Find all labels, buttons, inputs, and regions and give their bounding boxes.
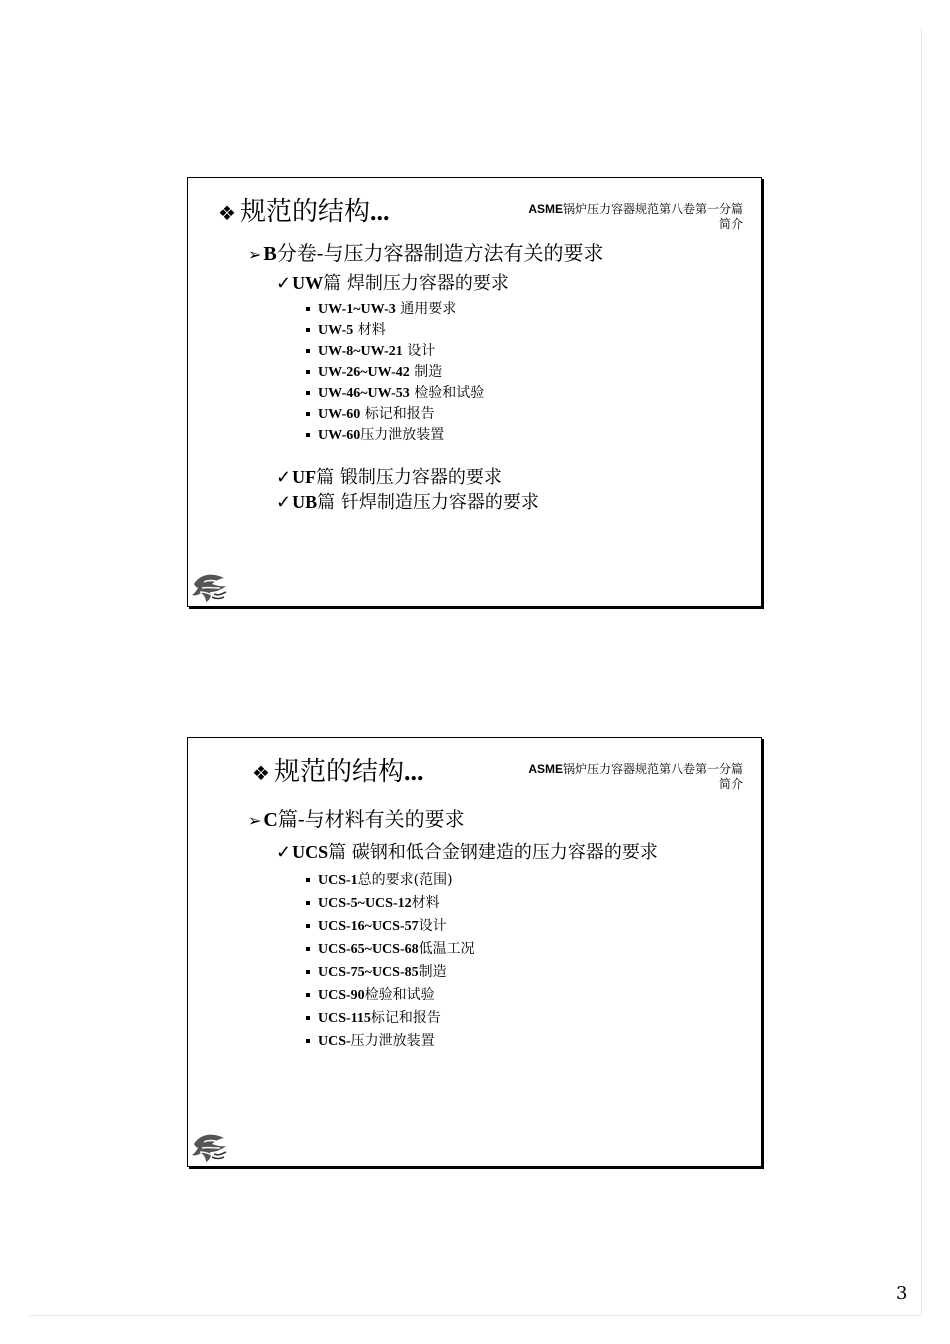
check-icon: ✓	[276, 273, 292, 294]
list-item: UW-60压力泄放装置	[318, 426, 444, 445]
square-bullet-icon	[306, 901, 310, 905]
square-bullet-icon	[306, 349, 310, 353]
subsection-uf: ✓UF篇 锻制压力容器的要求	[276, 467, 502, 488]
list-item: UW-26~UW-42 制造	[318, 363, 442, 382]
square-bullet-icon	[306, 993, 310, 997]
slide-title: ❖ 规范的结构...	[252, 757, 424, 787]
square-bullet-icon	[306, 878, 310, 882]
diamond-bullet-icon: ❖	[252, 761, 270, 785]
square-bullet-icon	[306, 328, 310, 332]
list-item: UW-5 材料	[318, 321, 386, 340]
list-item: UCS-75~UCS-85制造	[318, 963, 447, 982]
square-bullet-icon	[306, 970, 310, 974]
slide-2	[187, 737, 762, 1167]
section-heading: ➢ C篇-与材料有关的要求	[248, 807, 465, 831]
check-icon: ✓	[276, 842, 292, 863]
list-item: UW-8~UW-21 设计	[318, 342, 435, 361]
square-bullet-icon	[306, 1016, 310, 1020]
square-bullet-icon	[306, 947, 310, 951]
arrow-bullet-icon: ➢	[248, 811, 262, 830]
eagle-logo-icon	[190, 1130, 230, 1164]
square-bullet-icon	[306, 412, 310, 416]
list-item: UCS-90检验和试验	[318, 986, 435, 1005]
list-item: UCS-16~UCS-57设计	[318, 917, 447, 936]
square-bullet-icon	[306, 391, 310, 395]
diamond-bullet-icon: ❖	[218, 201, 236, 225]
list-item: UCS-压力泄放装置	[318, 1032, 435, 1051]
list-item: UCS-115标记和报告	[318, 1009, 441, 1028]
subsection-uw: ✓UW篇 焊制压力容器的要求	[276, 273, 509, 294]
list-item: UCS-5~UCS-12材料	[318, 894, 440, 913]
list-item: UW-46~UW-53 检验和试验	[318, 384, 484, 403]
page-edge-bottom	[28, 1315, 922, 1316]
list-item: UW-1~UW-3 通用要求	[318, 300, 456, 319]
slide-1	[187, 177, 762, 607]
list-item: UCS-65~UCS-68低温工况	[318, 940, 475, 959]
slide-title: ❖ 规范的结构...	[218, 197, 390, 227]
square-bullet-icon	[306, 370, 310, 374]
eagle-logo-icon	[190, 570, 230, 604]
square-bullet-icon	[306, 433, 310, 437]
page-edge-right	[921, 28, 922, 1316]
slide-header: ASME锅炉压力容器规范第八卷第一分篇 简介	[528, 202, 743, 231]
list-item: UW-60 标记和报告	[318, 405, 435, 424]
subsection-ub: ✓UB篇 钎焊制造压力容器的要求	[276, 492, 539, 513]
subsection-ucs: ✓UCS篇 碳钢和低合金钢建造的压力容器的要求	[276, 842, 658, 863]
list-item: UCS-1总的要求(范围)	[318, 871, 453, 890]
square-bullet-icon	[306, 307, 310, 311]
square-bullet-icon	[306, 1039, 310, 1043]
page-number: 3	[896, 1283, 908, 1304]
check-icon: ✓	[276, 467, 292, 488]
arrow-bullet-icon: ➢	[248, 245, 262, 264]
section-heading: ➢ B分卷-与压力容器制造方法有关的要求	[248, 241, 604, 265]
check-icon: ✓	[276, 492, 292, 513]
square-bullet-icon	[306, 924, 310, 928]
slide-header: ASME锅炉压力容器规范第八卷第一分篇 简介	[528, 762, 743, 791]
